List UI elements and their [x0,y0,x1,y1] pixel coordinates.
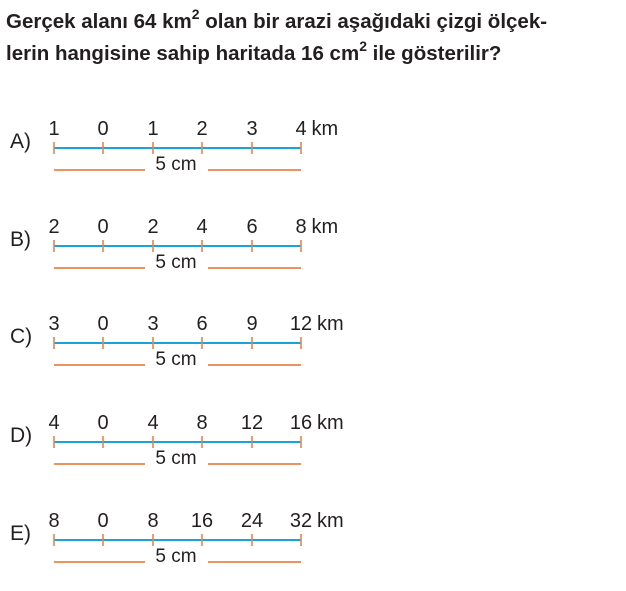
scale-tick-label-3: 4 [196,216,208,238]
scale-length-label: 5 cm [155,349,197,370]
scale-unit-label: km [317,412,344,434]
scale-tick-label-3: 6 [196,313,208,335]
scale-tick-label-0: 4 [48,412,60,434]
scale-tick-label-3: 8 [196,412,208,434]
scale-tick-label-4: 24 [240,510,264,532]
scale-tick-label-2: 4 [147,412,159,434]
option-letter: B) [10,228,31,251]
scale-tick-label-1: 0 [97,510,109,532]
scale-unit-label: km [311,118,339,140]
scale-tick-label-5: 8 [295,216,307,238]
answer-option-c[interactable] [0,313,626,393]
answer-option-e[interactable] [0,510,626,590]
scale-tick-label-4: 6 [246,216,258,238]
option-letter: A) [10,130,31,153]
scale-tick-label-1: 0 [97,412,109,434]
line-scale-graphic [0,412,626,492]
option-letter: C) [10,325,33,348]
scale-tick-label-4: 9 [246,313,258,335]
scale-tick-label-5: 4 [295,118,307,140]
question-superscript-2: 2 [359,38,367,55]
scale-unit-label: km [311,216,339,238]
scale-tick-label-2: 3 [147,313,159,335]
answer-option-b[interactable] [0,216,626,296]
scale-tick-label-1: 0 [97,313,109,335]
question-part-3: lerin hangisine sahip haritada 16 cm [6,42,360,65]
scale-tick-label-5: 16 [289,412,313,434]
scale-length-label: 5 cm [155,448,197,469]
scale-tick-label-5: 32 [289,510,313,532]
question-part-1: Gerçek alanı 64 km [6,10,192,33]
scale-tick-label-3: 2 [196,118,208,140]
scale-length-label: 5 cm [155,252,197,273]
line-scale-graphic [0,510,626,590]
scale-tick-label-1: 0 [97,216,109,238]
line-scale-graphic [0,313,626,393]
scale-length-label: 5 cm [155,546,197,567]
scale-tick-label-0: 2 [48,216,60,238]
question-part-2: olan bir arazi aşağıdaki çizgi ölçek- [199,10,548,33]
scale-tick-label-1: 0 [97,118,109,140]
scale-tick-label-3: 16 [190,510,214,532]
scale-tick-label-0: 8 [48,510,60,532]
scale-tick-label-5: 12 [289,313,313,335]
scale-unit-label: km [317,313,344,335]
scale-tick-label-4: 3 [246,118,258,140]
scale-tick-label-2: 1 [147,118,159,140]
scale-tick-label-0: 3 [48,313,60,335]
answer-option-a[interactable] [0,118,626,198]
question-superscript-1: 2 [191,6,200,23]
scale-length-label: 5 cm [155,154,197,175]
scale-unit-label: km [317,510,344,532]
scale-tick-label-2: 8 [147,510,159,532]
answer-option-d[interactable] [0,412,626,492]
option-letter: D) [10,424,33,447]
scale-tick-label-4: 12 [240,412,264,434]
scale-tick-label-0: 1 [48,118,60,140]
scale-tick-label-2: 2 [147,216,159,238]
option-letter: E) [10,522,31,545]
question-part-4: ile gösterilir? [366,42,502,65]
question-text [6,6,618,70]
